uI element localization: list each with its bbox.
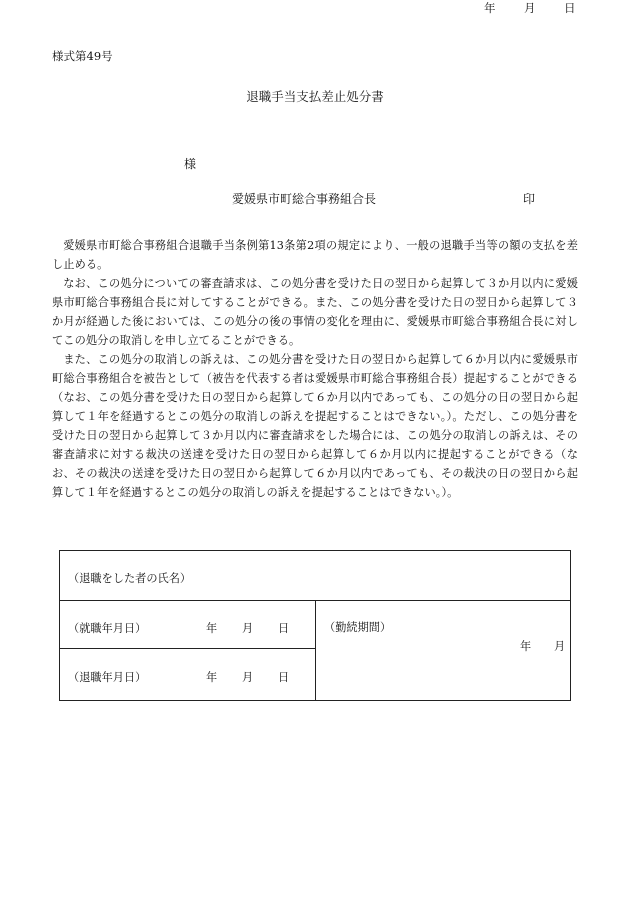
retire-month-unit: 月 <box>242 671 254 684</box>
date-year-label: 年 <box>484 1 496 15</box>
addressee-suffix: 様 <box>184 157 197 171</box>
retire-date-row <box>60 648 316 700</box>
retire-day-unit: 日 <box>278 671 290 684</box>
paragraph-1: 愛媛県市町総合事務組合退職手当条例第13条第2項の規定により、一般の退職手当等の額の支払を差し止める。 <box>52 239 578 271</box>
retiree-name-label: （退職をした者の氏名） <box>68 572 192 585</box>
paragraph-2: なお、この処分についての審査請求は、この処分書を受けた日の翌日から起算して３か月以内に愛媛県市町総合事務組合長に対してすることができる。また、この処分書を受けた日の翌日から起算して３か月が経過した後においては、この処分の後の事情の変化を理由に、愛媛県市町総合事務組合長に対してこの処分の取消しを申し立てることができる。 <box>52 277 578 347</box>
hire-date-label: （就職年月日） <box>68 622 147 635</box>
hire-day-unit: 日 <box>278 622 290 635</box>
retire-date-label: （退職年月日） <box>68 671 147 684</box>
body-text <box>52 236 578 502</box>
retire-year-unit: 年 <box>206 671 218 684</box>
retiree-info-table <box>59 550 571 701</box>
service-period-label: （勤続期間） <box>324 621 392 634</box>
hire-year-unit: 年 <box>206 622 218 635</box>
service-year-unit: 年 <box>520 640 532 653</box>
issuer-name: 愛媛県市町総合事務組合長 <box>232 192 377 206</box>
paragraph-3: また、この処分の取消しの訴えは、この処分書を受けた日の翌日から起算して６か月以内に愛媛県市町総合事務組合を被告として（被告を代表する者は愛媛県市町総合事務組合長）提起することができる（なお、この処分書を受けた日の翌日から起算して６か月以内であっても、この処分の日の翌日から起算して１年を経過するとこの処分の取消しの訴えを提起することはできない。）。ただし、この処分書を受けた日の翌日から起算して３か月以内に審査請求をした場合には、この処分の取消しの訴えは、その審査請求に対する裁決の送達を受けた日の翌日から起算して６か月以内に提起することができる（なお、その裁決の送達を受けた日の翌日から起算して６か月以内であっても、その裁決の日の翌日から起算して１年を経過するとこの処分の取消しの訴えを提起することはできない。）。 <box>52 353 578 499</box>
document-title: 退職手当支払差止処分書 <box>246 89 384 104</box>
retiree-name-row <box>60 551 570 601</box>
service-period-cell <box>316 600 570 700</box>
seal-mark: 印 <box>523 192 536 206</box>
service-month-unit: 月 <box>554 640 566 653</box>
form-number: 様式第49号 <box>52 49 113 63</box>
hire-month-unit: 月 <box>242 622 254 635</box>
date-month-label: 月 <box>524 1 536 15</box>
date-day-label: 日 <box>564 1 576 15</box>
hire-date-row <box>60 600 316 649</box>
